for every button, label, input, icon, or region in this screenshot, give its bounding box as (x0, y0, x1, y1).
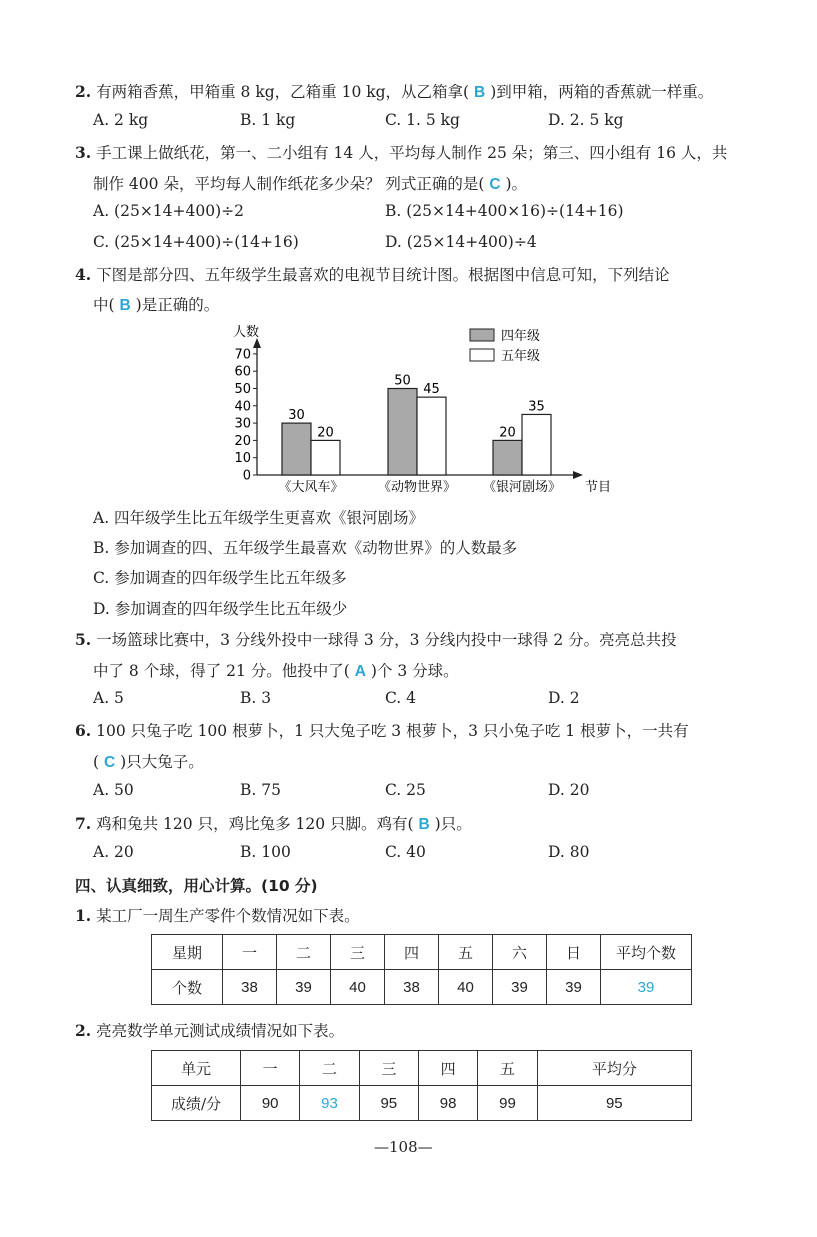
table-row (152, 970, 692, 1005)
q6-text-pre: ( (93, 753, 100, 771)
q7-answer: B (418, 816, 430, 833)
table-header-cell: 二 (277, 935, 331, 970)
legend-swatch-grade4 (470, 329, 494, 341)
q3-stem-line2 (93, 172, 527, 194)
q6-option-b: B. 75 (240, 781, 281, 799)
table-scores (151, 1050, 692, 1121)
legend-label-grade4: 四年级 (501, 329, 541, 344)
q3-number: 3. (75, 143, 92, 162)
q2-number: 2. (75, 82, 92, 101)
page-number: —108— (374, 1138, 433, 1156)
legend-label-grade5: 五年级 (501, 349, 541, 364)
y-tick-label: 0 (242, 468, 251, 484)
bar-grade5 (417, 397, 446, 475)
table-header-cell: 一 (241, 1051, 300, 1086)
table-cell: 39 (277, 970, 331, 1005)
table-header-cell: 五 (478, 1051, 537, 1086)
table-cell: 38 (385, 970, 439, 1005)
t2-text: 亮亮数学单元测试成绩情况如下表。 (96, 1022, 345, 1040)
table-cell: 99 (478, 1086, 537, 1121)
table-header-cell: 二 (300, 1051, 359, 1086)
table-header-cell: 五 (439, 935, 493, 970)
q7-option-a: A. 20 (93, 843, 134, 861)
q3-text-post: )。 (505, 175, 528, 193)
q5-option-c: C. 4 (385, 689, 417, 707)
q4-text-line1: 下图是部分四、五年级学生最喜欢的电视节目统计图。根据图中信息可知，下列结论 (96, 266, 670, 284)
q4-option-b: B. 参加调查的四、五年级学生最喜欢《动物世界》的人数最多 (93, 539, 518, 557)
bar-value-label: 50 (394, 373, 411, 389)
table-cell: 39 (493, 970, 547, 1005)
table-header-cell: 日 (547, 935, 601, 970)
q4-number: 4. (75, 265, 92, 284)
q3-stem-line1 (75, 141, 727, 163)
q2-option-b: B. 1 kg (240, 111, 296, 129)
q2-option-d: D. 2. 5 kg (548, 111, 624, 129)
bar-value-label: 30 (288, 408, 305, 424)
q5-stem-line1 (75, 628, 677, 650)
t2-number: 2. (75, 1021, 92, 1040)
q5-option-d: D. 2 (548, 689, 580, 707)
q7-option-c: C. 40 (385, 843, 426, 861)
q6-option-c: C. 25 (385, 781, 426, 799)
bar-value-label: 45 (423, 382, 440, 398)
table-row (152, 1086, 692, 1121)
q7-text-pre: 鸡和兔共 120 只，鸡比兔多 120 只脚。鸡有( (96, 815, 414, 833)
x-axis-label: 节目 (585, 480, 612, 495)
q4-stem-line1 (75, 263, 670, 285)
q6-text-line1: 100 只兔子吃 100 根萝卜，1 只大兔子吃 3 根萝卜，3 只小兔子吃 1 根萝卜，一共有 (96, 722, 689, 740)
table-cell: 39 (547, 970, 601, 1005)
y-tick-label: 30 (234, 416, 251, 432)
y-tick-label: 70 (234, 347, 251, 363)
bar-grade4 (388, 389, 417, 476)
t2-stem (75, 1019, 344, 1041)
table-header-cell: 六 (493, 935, 547, 970)
bar-value-label: 20 (317, 425, 334, 441)
q3-option-c: C. (25×14+400)÷(14+16) (93, 233, 299, 251)
table-row (152, 1051, 692, 1086)
q2-option-a: A. 2 kg (93, 111, 149, 129)
t1-text: 某工厂一周生产零件个数情况如下表。 (96, 907, 360, 925)
q4-stem-line2 (93, 293, 219, 315)
t1-number: 1. (75, 906, 92, 925)
table-header-cell: 平均分 (537, 1051, 691, 1086)
table-cell: 个数 (152, 970, 223, 1005)
q7-text-post: )只。 (434, 815, 472, 833)
q2-option-c: C. 1. 5 kg (385, 111, 460, 129)
q5-stem-line2 (93, 659, 459, 681)
table-header-cell: 三 (331, 935, 385, 970)
q6-number: 6. (75, 721, 92, 740)
q7-stem (75, 812, 472, 834)
t1-stem (75, 904, 360, 926)
table-cell: 40 (331, 970, 385, 1005)
q2-text-post: )到甲箱，两箱的香蕉就一样重。 (490, 83, 714, 101)
y-tick-label: 50 (234, 382, 251, 397)
q5-option-b: B. 3 (240, 689, 272, 707)
q4-text-post: )是正确的。 (135, 296, 220, 314)
table-header-cell: 一 (223, 935, 277, 970)
table-answer-cell: 93 (300, 1086, 359, 1121)
q3-text-line1: 手工课上做纸花，第一、二小组有 14 人，平均每人制作 25 朵；第三、四小组有 16 人，共 (96, 144, 728, 162)
table-cell: 95 (537, 1086, 691, 1121)
y-tick-label: 60 (234, 364, 251, 380)
x-category-label: 《大风车》 (278, 480, 344, 495)
section-4-title: 四、认真细致，用心计算。(10 分) (75, 877, 318, 895)
q4-text-pre: 中( (93, 296, 115, 314)
bar-value-label: 35 (528, 399, 545, 415)
q6-option-d: D. 20 (548, 781, 590, 799)
bar-chart (225, 318, 625, 500)
q2-answer: B (474, 84, 486, 101)
q5-text-pre: 中了 8 个球，得了 21 分。他投中了( (93, 662, 350, 680)
y-tick-label: 20 (234, 433, 251, 449)
q3-option-b: B. (25×14+400×16)÷(14+16) (385, 202, 624, 220)
table-cell: 98 (418, 1086, 477, 1121)
q5-number: 5. (75, 630, 92, 649)
q4-answer: B (119, 297, 131, 314)
q6-answer: C (104, 754, 116, 771)
table-cell: 40 (439, 970, 493, 1005)
q6-stem-line2 (93, 750, 204, 772)
q3-text-pre: 制作 400 朵，平均每人制作纸花多少朵？ 列式正确的是( (93, 175, 485, 193)
bar-grade4 (493, 440, 522, 475)
q7-number: 7. (75, 814, 92, 833)
y-axis-label: 人数 (233, 325, 260, 340)
q7-option-d: D. 80 (548, 843, 590, 861)
q5-text-post: )个 3 分球。 (370, 662, 459, 680)
table-header-cell: 三 (359, 1051, 418, 1086)
x-category-label: 《银河剧场》 (482, 480, 562, 495)
q5-option-a: A. 5 (93, 689, 124, 707)
q2-stem (75, 80, 713, 102)
bar-grade4 (282, 423, 311, 475)
table-header-cell: 平均个数 (601, 935, 692, 970)
y-tick-label: 10 (234, 451, 251, 467)
q5-text-line1: 一场篮球比赛中，3 分线外投中一球得 3 分，3 分线内投中一球得 2 分。亮亮总共投 (96, 631, 677, 649)
q3-answer: C (489, 176, 501, 193)
table-header-cell: 单元 (152, 1051, 241, 1086)
table-header-cell: 星期 (152, 935, 223, 970)
table-row (152, 935, 692, 970)
table-production (151, 934, 692, 1005)
table-header-cell: 四 (385, 935, 439, 970)
q3-option-d: D. (25×14+400)÷4 (385, 233, 537, 251)
y-tick-label: 40 (234, 399, 251, 415)
q6-stem-line1 (75, 719, 689, 741)
table-header-cell: 四 (418, 1051, 477, 1086)
q3-option-a: A. (25×14+400)÷2 (93, 202, 244, 220)
bar-grade5 (311, 440, 340, 475)
table-cell: 90 (241, 1086, 300, 1121)
q2-text-pre: 有两箱香蕉，甲箱重 8 kg，乙箱重 10 kg，从乙箱拿( (96, 83, 470, 101)
table-answer-cell: 39 (601, 970, 692, 1005)
bar-grade5 (522, 414, 551, 475)
q7-option-b: B. 100 (240, 843, 291, 861)
table-cell: 95 (359, 1086, 418, 1121)
q4-option-d: D. 参加调查的四年级学生比五年级少 (93, 600, 348, 618)
x-axis-arrow (573, 471, 583, 479)
q4-option-a: A. 四年级学生比五年级学生更喜欢《银河剧场》 (93, 509, 425, 527)
table-cell: 成绩/分 (152, 1086, 241, 1121)
q6-text-post: )只大兔子。 (120, 753, 204, 771)
q5-answer: A (354, 663, 366, 680)
q6-option-a: A. 50 (93, 781, 134, 799)
table-cell: 38 (223, 970, 277, 1005)
legend-swatch-grade5 (470, 349, 494, 361)
bar-value-label: 20 (499, 425, 516, 441)
x-category-label: 《动物世界》 (377, 480, 457, 495)
q4-option-c: C. 参加调查的四年级学生比五年级多 (93, 569, 347, 587)
